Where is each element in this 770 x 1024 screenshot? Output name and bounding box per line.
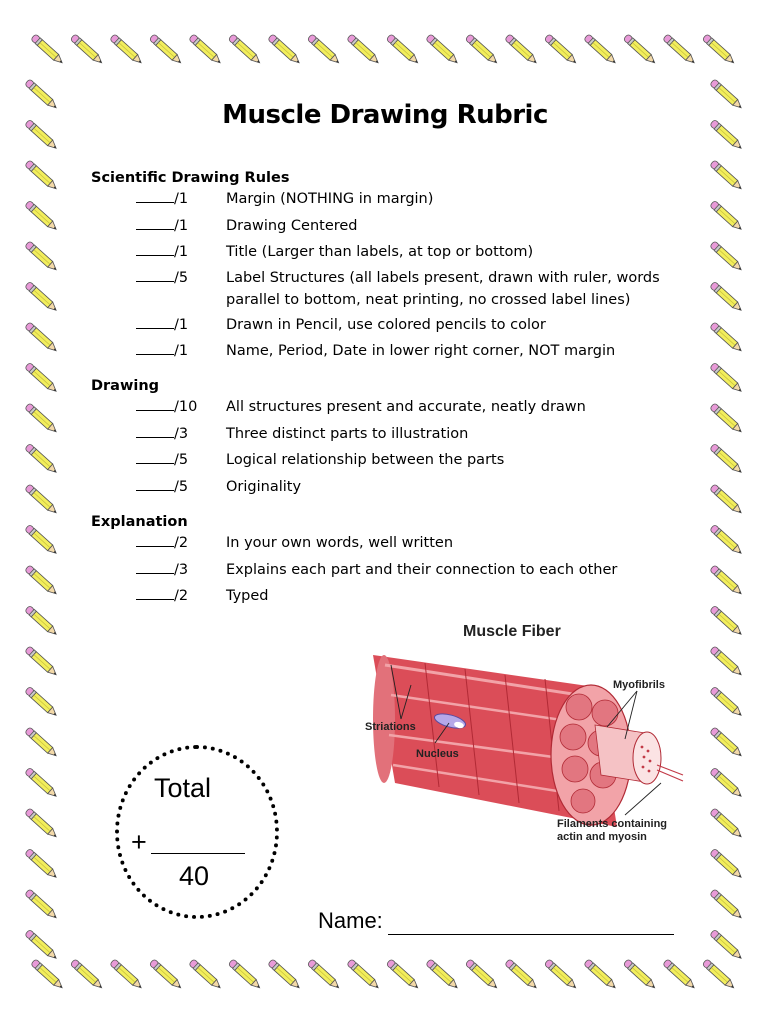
pencil-icon: [710, 889, 744, 921]
criterion-text: Logical relationship between the parts: [226, 452, 505, 468]
section-heading: Explanation: [91, 514, 188, 530]
pencil-icon: [25, 241, 59, 273]
pencil-icon: [25, 524, 59, 556]
score-field: [136, 314, 206, 333]
section-heading: Drawing: [91, 378, 160, 394]
pencil-icon: [505, 34, 539, 66]
pencil-icon: [710, 322, 744, 354]
points-possible: /2: [174, 535, 189, 551]
total-label: Total: [154, 773, 212, 803]
name-label: Name:: [318, 908, 383, 933]
score-field: [136, 241, 206, 260]
pencil-icon: [110, 959, 144, 991]
pencil-icon: [710, 605, 744, 637]
points-possible: /2: [174, 588, 189, 604]
pencil-icon: [386, 34, 420, 66]
pencil-icon: [307, 34, 341, 66]
pencil-icon: [268, 959, 302, 991]
pencil-icon: [25, 443, 59, 475]
pencil-icon: [710, 524, 744, 556]
label-striations: Striations: [365, 721, 416, 733]
pencil-icon: [25, 200, 59, 232]
score-field: [136, 340, 206, 359]
points-possible: /1: [174, 218, 189, 234]
pencil-icon: [25, 686, 59, 718]
score-field: [136, 476, 206, 495]
points-possible: /1: [174, 343, 189, 359]
score-field: [136, 532, 206, 551]
criterion-text: Label Structures (all labels present, drawn with ruler, words parallel to bottom, neat printing, no crossed label lines): [226, 270, 660, 308]
pencil-icon: [710, 403, 744, 435]
name-field[interactable]: [388, 934, 674, 935]
pencil-icon: [584, 34, 618, 66]
pencil-icon: [702, 959, 736, 991]
pencil-icon: [307, 959, 341, 991]
pencil-icon: [710, 160, 744, 192]
pencil-icon: [228, 34, 262, 66]
pencil-icon: [710, 200, 744, 232]
pencil-icon: [465, 34, 499, 66]
pencil-icon: [70, 34, 104, 66]
pencil-icon: [584, 959, 618, 991]
pencil-icon: [25, 322, 59, 354]
pencil-icon: [710, 362, 744, 394]
pencil-icon: [31, 959, 65, 991]
pencil-icon: [25, 403, 59, 435]
points-possible: /5: [174, 270, 189, 286]
pencil-icon: [25, 767, 59, 799]
pencil-icon: [710, 686, 744, 718]
criterion-text: Title (Larger than labels, at top or bottom): [226, 244, 534, 260]
pencil-icon: [544, 34, 578, 66]
pencil-icon: [710, 767, 744, 799]
pencil-icon: [25, 484, 59, 516]
pencil-icon: [149, 34, 183, 66]
score-field: [136, 396, 206, 415]
pencil-icon: [25, 605, 59, 637]
criterion-text: Explains each part and their connection to each other: [226, 562, 618, 578]
pencil-icon: [465, 959, 499, 991]
points-possible: /1: [174, 317, 189, 333]
pencil-icon: [710, 565, 744, 597]
total-blank[interactable]: [151, 853, 245, 854]
pencil-icon: [25, 646, 59, 678]
total-score-circle: [115, 745, 279, 919]
pencil-icon: [710, 808, 744, 840]
pencil-icon: [110, 34, 144, 66]
points-possible: /10: [174, 399, 198, 415]
score-blank[interactable]: [136, 215, 174, 230]
pencil-icon: [25, 889, 59, 921]
points-possible: /1: [174, 244, 189, 260]
pencil-icon: [505, 959, 539, 991]
pencil-icon: [347, 34, 381, 66]
pencil-icon: [663, 959, 697, 991]
criterion-text: All structures present and accurate, neatly drawn: [226, 399, 586, 415]
label-myofibrils: Myofibrils: [613, 679, 665, 691]
points-possible: /5: [174, 452, 189, 468]
score-blank[interactable]: [136, 476, 174, 491]
score-blank[interactable]: [136, 396, 174, 411]
score-blank[interactable]: [136, 559, 174, 574]
score-blank[interactable]: [136, 241, 174, 256]
pencil-icon: [710, 848, 744, 880]
score-field: [136, 559, 206, 578]
pencil-icon: [25, 808, 59, 840]
total-plus: +: [131, 827, 147, 857]
criterion-text: In your own words, well written: [226, 535, 454, 551]
pencil-icon: [189, 959, 223, 991]
score-blank[interactable]: [136, 532, 174, 547]
score-blank[interactable]: [136, 585, 174, 600]
label-filaments-2: actin and myosin: [557, 831, 647, 843]
pencil-icon: [25, 160, 59, 192]
pencil-icon: [623, 34, 657, 66]
pencil-icon: [31, 34, 65, 66]
pencil-icon: [710, 443, 744, 475]
pencil-icon: [25, 929, 59, 961]
points-possible: /3: [174, 562, 189, 578]
pencil-icon: [426, 34, 460, 66]
score-field: [136, 423, 206, 442]
pencil-icon: [347, 959, 381, 991]
pencil-icon: [710, 929, 744, 961]
score-blank[interactable]: [136, 267, 174, 282]
points-possible: /5: [174, 479, 189, 495]
label-nucleus: Nucleus: [416, 748, 459, 760]
score-blank[interactable]: [136, 340, 174, 355]
score-field: [136, 267, 206, 286]
criterion-text: Margin (NOTHING in margin): [226, 191, 434, 207]
score-field: [136, 188, 206, 207]
criterion-text: Drawing Centered: [226, 218, 358, 234]
pencil-icon: [25, 362, 59, 394]
pencil-icon: [702, 34, 736, 66]
pencil-icon: [149, 959, 183, 991]
pencil-icon: [228, 959, 262, 991]
pencil-icon: [710, 484, 744, 516]
score-blank[interactable]: [136, 314, 174, 329]
criterion-text: Three distinct parts to illustration: [226, 426, 469, 442]
pencil-icon: [710, 241, 744, 273]
points-possible: /3: [174, 426, 189, 442]
score-blank[interactable]: [136, 188, 174, 203]
criterion-text: Drawn in Pencil, use colored pencils to color: [226, 317, 546, 333]
muscle-fiber-figure: [355, 615, 690, 850]
pencil-icon: [544, 959, 578, 991]
section-heading: Scientific Drawing Rules: [91, 170, 290, 186]
pencil-icon: [268, 34, 302, 66]
pencil-icon: [25, 281, 59, 313]
points-possible: /1: [174, 191, 189, 207]
label-filaments-1: Filaments containing: [557, 818, 668, 830]
figure-title: Muscle Fiber: [463, 623, 561, 640]
criterion-text: Typed: [226, 588, 269, 604]
total-max: 40: [179, 861, 210, 891]
pencil-icon: [710, 281, 744, 313]
pencil-icon: [426, 959, 460, 991]
score-blank[interactable]: [136, 423, 174, 438]
pencil-icon: [710, 727, 744, 759]
pencil-icon: [25, 565, 59, 597]
pencil-icon: [25, 848, 59, 880]
page-title: Muscle Drawing Rubric: [222, 100, 548, 130]
score-field: [136, 215, 206, 234]
score-field: [136, 585, 206, 604]
criterion-text: Name, Period, Date in lower right corner, NOT margin: [226, 343, 616, 359]
pencil-icon: [663, 34, 697, 66]
criterion-text: Originality: [226, 479, 302, 495]
score-field: [136, 449, 206, 468]
pencil-icon: [386, 959, 420, 991]
pencil-icon: [189, 34, 223, 66]
score-blank[interactable]: [136, 449, 174, 464]
pencil-icon: [623, 959, 657, 991]
pencil-icon: [70, 959, 104, 991]
pencil-icon: [710, 646, 744, 678]
pencil-icon: [25, 727, 59, 759]
